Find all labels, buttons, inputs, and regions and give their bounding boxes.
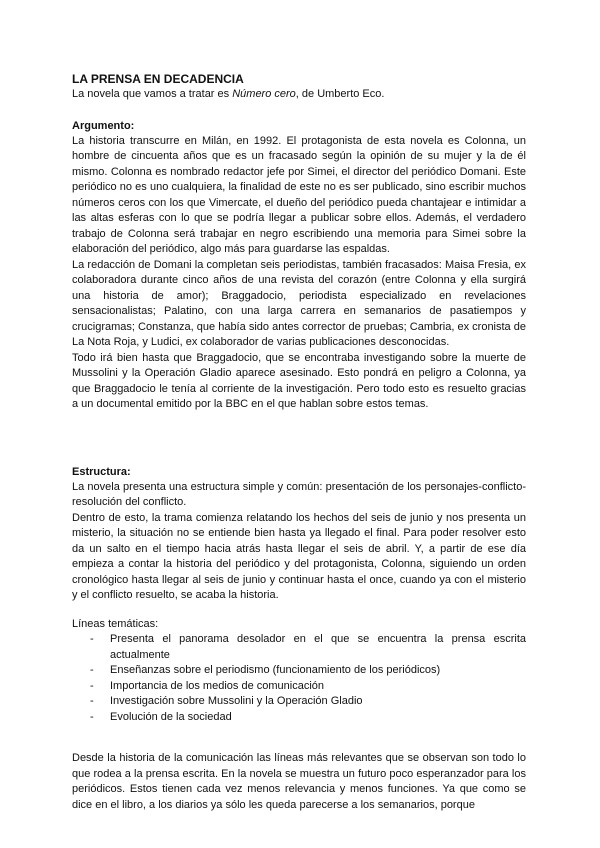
closing-paragraph: Desde la historia de la comunicación las líneas más relevantes que se observan son todo lo que rodea a la prensa escrita. En la novela se muestra un futuro poco esperanzador para los periódicos. Estos tienen cada vez menos relevancia y menos funciones. Ya que como se dice en el libro, a los diarios ya sólo les queda parecerse a los semanarios, porque [72,752,526,811]
bullet-dash: - [90,664,94,676]
book-title: Número cero [232,88,296,100]
theme-text: Investigación sobre Mussolini y la Operación Gladio [110,695,363,707]
intro-after: , de Umberto Eco. [295,88,385,100]
intro-before: La novela que vamos a tratar es [72,88,233,100]
theme-text: Importancia de los medios de comunicación [110,679,325,692]
themes-label: Líneas temáticas: [72,617,159,630]
bullet-dash: - [90,695,94,707]
bullet-dash: - [90,679,94,692]
theme-text: Enseñanzas sobre el periodismo (funcionamiento de los periódicos) [110,664,441,676]
argumento-heading: Argumento: [72,119,135,132]
estructura-paragraph-2: Dentro de esto, la trama comienza relatando los hechos del seis de junio y nos presenta un misterio, la situación no se entiende bien hasta ya llegado el final. Para poder resolver esto da un salto en el tiempo hacia atrás hasta llegar el seis de abril. Y, a partir de ese día empieza a contar la historia del periódico y del protagonista, Colonna, siguiendo un orden cronológico hasta llegar al seis de junio y continuar hasta el once, cuando ya con el misterio y el conflicto resuelto, se acaba la historia. [72,511,526,601]
list-item [72,679,526,695]
list-item [72,694,526,710]
list-item [72,663,526,679]
list-item [72,632,526,663]
bullet-dash: - [90,710,94,723]
document-page [72,72,526,813]
estructura-heading: Estructura: [72,465,131,478]
list-item [72,710,526,726]
themes-list [72,632,526,725]
intro-line [72,87,526,103]
argumento-paragraph-1: La historia transcurre en Milán, en 1992. El protagonista de esta novela es Colonna, un hombre de cincuenta años que es un fracasado según la opinión de su mujer y la de él mismo. Colonna es nombrado redactor jefe por Simei, el director del periódico Domani. Este periódico no es uno cualquiera, la finalidad de este no es ser publicado, sino escribir muchos números ceros con los que Vimercate, el dueño del periódico pueda chantajear e intimidar a las altas esferas con lo que se podría llegar a publicar sobre ellos. Además, el verdadero trabajo de Colonna será trabajar en negro escribiendo una memoria para Simei sobre la elaboración del periódico, algo más para guardarse las espaldas. [72,134,526,255]
argumento-paragraph-3: Todo irá bien hasta que Braggadocio, que se encontraba investigando sobre la muerte de Mussolini y la Operación Gladio aparece asesinado. Esto pondrá en peligro a Colonna, ya que Braggadocio le tenía al corriente de la investigación. Pero todo esto es resuelto gracias a un documental emitido por la BBC en el que hablan sobre estos temas. [72,351,526,410]
document-title: LA PRENSA EN DECADENCIA [72,72,244,86]
theme-text: Evolución de la sociedad [110,710,232,723]
estructura-paragraph-1: La novela presenta una estructura simple y común: presentación de los personajes-conflicto-resolución del conflicto. [72,480,526,508]
bullet-dash: - [90,633,94,645]
argumento-paragraph-2: La redacción de Domani la completan seis periodistas, también fracasados: Maisa Fresia, ex colaboradora durante cinco años de una revista del corazón (entre Colonna y ella surgirá una historia de amor); Braggadocio, periodista especializado en revelaciones sensacionalistas; Palatino, con una larga carrera en semanarios de pasatiempos y crucigramas; Constanza, que había sido antes corrector de pruebas; Cambria, ex cronista de La Nota Roja, y Ludici, ex colaborador de varias publicaciones desconocidas. [72,258,526,348]
theme-text: Presenta el panorama desolador en el que se encuentra la prensa escrita actualmente [110,633,526,661]
